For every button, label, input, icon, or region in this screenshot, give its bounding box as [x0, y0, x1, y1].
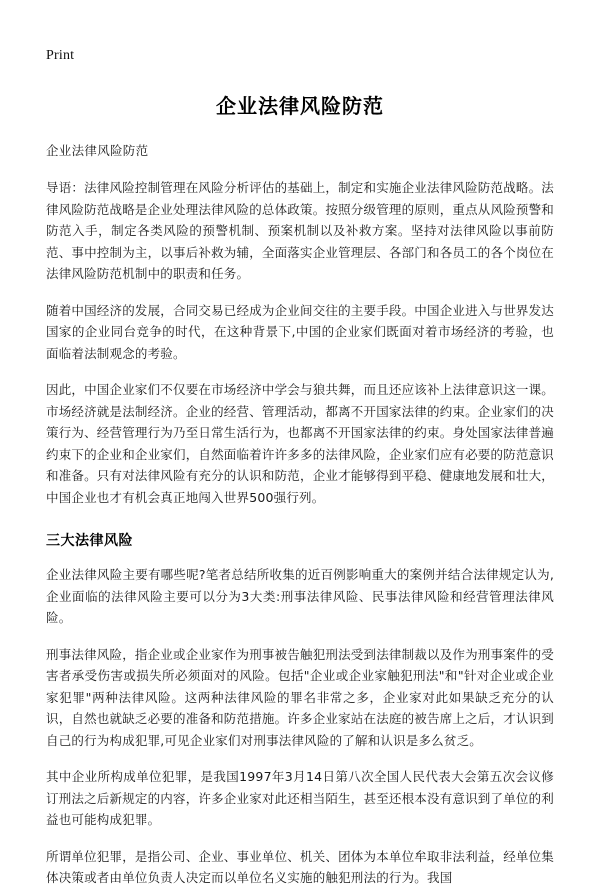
paragraph: 其中企业所构成单位犯罪，是我国1997年3月14日第八次全国人民代表大会第五次会议修订刑法之后新规定的内容，许多企业家对此还相当陌生，甚至还根本没有意识到了单位的利益也可能构成犯罪。 — [46, 769, 555, 827]
section-heading: 三大法律风险 — [46, 533, 133, 549]
paragraph: 企业法律风险主要有哪些呢?笔者总结所收集的近百例影响重大的案例并结合法律规定认为,企业面临的法律风险主要可以分为3大类:刑事法律风险、民事法律风险和经营管理法律风险。 — [46, 567, 554, 625]
paragraph: 刑事法律风险，指企业或企业家作为刑事被告触犯刑法受到法律制裁以及作为刑事案件的受害者承受伤害或损失所必须面对的风险。包括"企业或企业家触犯刑法"和"针对企业或企业家犯罪"两种法律风险。这两种法律风险的罪名非常之多，企业家对此如果缺乏充分的认识，自然也就缺乏必要的准备和防范措施。许多企业家站在法庭的被告席上之后，才认识到自己的行为构成犯罪,可见企业家们对刑事法律风险的了解和认识是多么贫乏。 — [46, 646, 555, 748]
page-title: 企业法律风险防范 — [216, 94, 384, 118]
paragraph: 随着中国经济的发展，合同交易已经成为企业间交往的主要手段。中国企业进入与世界发达国家的企业同台竞争的时代，在这种背景下,中国的企业家们既面对着市场经济的考验，也面临着法制观念的考验。 — [46, 302, 555, 361]
paragraph: 导语：法律风险控制管理在风险分析评估的基础上，制定和实施企业法律风险防范战略。法律风险防范战略是企业处理法律风险的总体政策。按照分级管理的原则，重点从风险预警和防范入手，制定各类风险的预警机制、预案机制以及补救方案。坚持对法律风险以事前防范、事中控制为主，以事后补救为辅，全面落实企业管理层、各部门和各员工的各个岗位在法律风险防范机制中的职责和任务。 — [46, 180, 555, 281]
paragraph: 所谓单位犯罪，是指公司、企业、事业单位、机关、团体为本单位牟取非法利益，经单位集体决策或者由单位负责人决定而以单位名义实施的触犯刑法的行为。我国 — [46, 848, 555, 885]
document-subtitle: 企业法律风险防范 — [46, 143, 149, 158]
paragraph: 因此，中国企业家们不仅要在市场经济中学会与狼共舞，而且还应该补上法律意识这一课。市场经济就是法制经济。企业的经营、管理活动，都离不开国家法律的约束。企业家们的决策行为、经营管理行为乃至日常生活行为，也都离不开国家法律的约束。身处国家法律普遍约束下的企业和企业家们，自然面临着许许多多的法律风险，企业家们应有必要的防范意识和准备。只有对法律风险有充分的认识和防范，企业才能够得到平稳、健康地发展和壮大，中国企业也才有机会真正地闯入世界500强行列。 — [46, 382, 555, 505]
print-link[interactable]: Print — [46, 48, 75, 63]
